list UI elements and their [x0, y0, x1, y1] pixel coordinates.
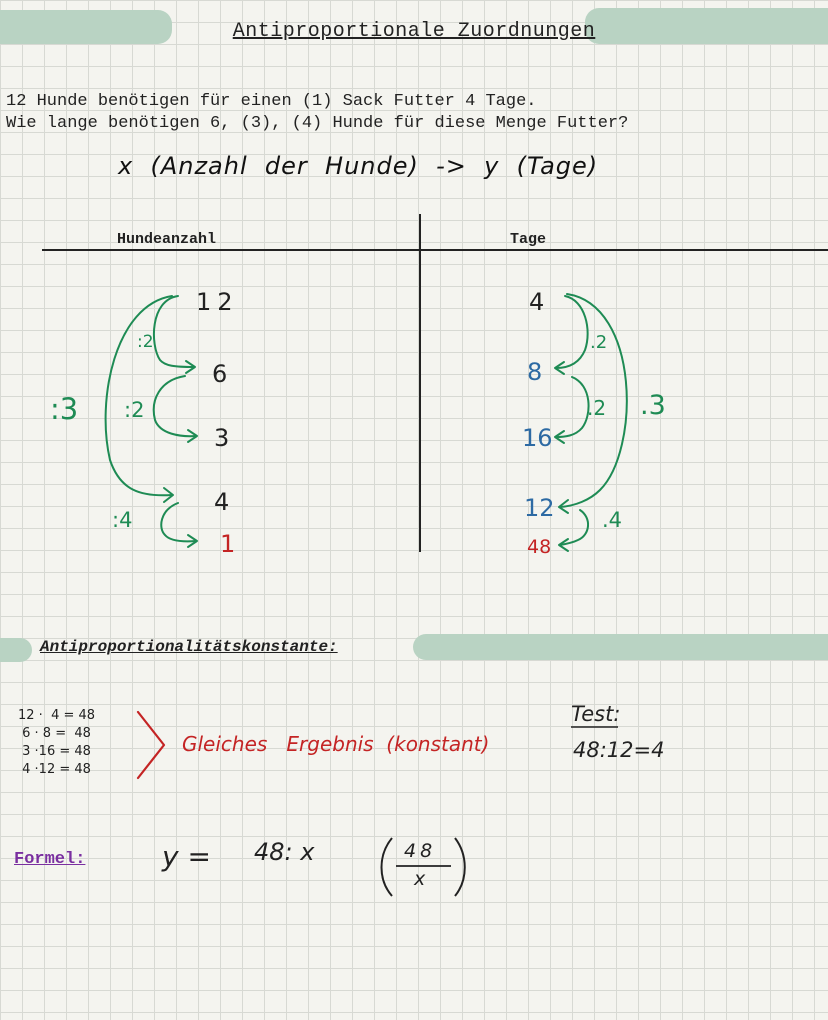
bracket-arrow [138, 712, 164, 778]
left-arrow-6-to-3 [154, 376, 196, 436]
right-value-8: 8 [527, 358, 543, 386]
paren-right [455, 838, 465, 896]
test-value: 48:12=4 [573, 738, 665, 762]
left-op-div4: :4 [112, 508, 133, 532]
right-value-12: 12 [524, 494, 555, 522]
left-op-div2-middle: :2 [124, 398, 145, 422]
equation-3: 3 ·16 = 48 [18, 744, 91, 759]
page-title: Antiproportionale Zuordnungen [232, 20, 596, 43]
formula-lhs: y = [162, 840, 211, 873]
formula-rhs: 48: x [254, 838, 315, 866]
right-op-mul4: .4 [602, 508, 623, 532]
right-op-mul2-top: .2 [590, 332, 608, 353]
left-arrow-4-to-1 [161, 503, 196, 541]
column-header-hundeanzahl: Hundeanzahl [117, 231, 217, 248]
right-op-mul3: .3 [640, 390, 666, 421]
column-header-tage: Tage [510, 231, 547, 248]
task-line-2: Wie lange benötigen 6, (3), (4) Hunde für diese Menge Futter? [6, 114, 629, 133]
left-arrow-12-to-4 [106, 296, 172, 495]
left-value-6: 6 [212, 360, 228, 388]
section-heading-constant: Antiproportionalitätskonstante: [40, 638, 338, 656]
fraction-denominator: x [414, 868, 426, 890]
relation-note: x (Anzahl der Hunde) -> y (Tage) [118, 152, 599, 180]
left-value-4: 4 [214, 488, 230, 516]
right-arrow-12-to-48 [560, 510, 588, 545]
equation-4: 4 ·12 = 48 [18, 762, 91, 777]
left-value-12: 12 [196, 288, 239, 316]
right-arrow-4-to-12 [560, 294, 627, 507]
right-arrow-4-to-8 [556, 296, 588, 368]
right-value-48: 48 [527, 536, 552, 558]
left-op-div3: :3 [50, 392, 79, 426]
left-arrow-12-to-6 [154, 296, 194, 367]
paren-left [382, 838, 393, 896]
left-op-div2-top: :2 [137, 332, 154, 352]
equation-1: 12 · 4 = 48 [18, 708, 96, 723]
fraction-numerator: 48 [404, 840, 437, 862]
test-label: Test: [571, 702, 621, 726]
right-arrow-8-to-16 [556, 377, 589, 437]
left-value-3: 3 [214, 424, 230, 452]
task-line-1: 12 Hunde benötigen für einen (1) Sack Futter 4 Tage. [6, 92, 537, 111]
formula-label: Formel: [14, 850, 86, 869]
constant-result-note: Gleiches Ergebnis (konstant) [182, 732, 490, 756]
right-value-16: 16 [522, 424, 553, 452]
equation-2: 6 · 8 = 48 [18, 726, 91, 741]
left-value-1: 1 [220, 530, 236, 558]
right-value-4: 4 [529, 288, 545, 316]
right-op-mul2-middle: .2 [587, 396, 607, 420]
